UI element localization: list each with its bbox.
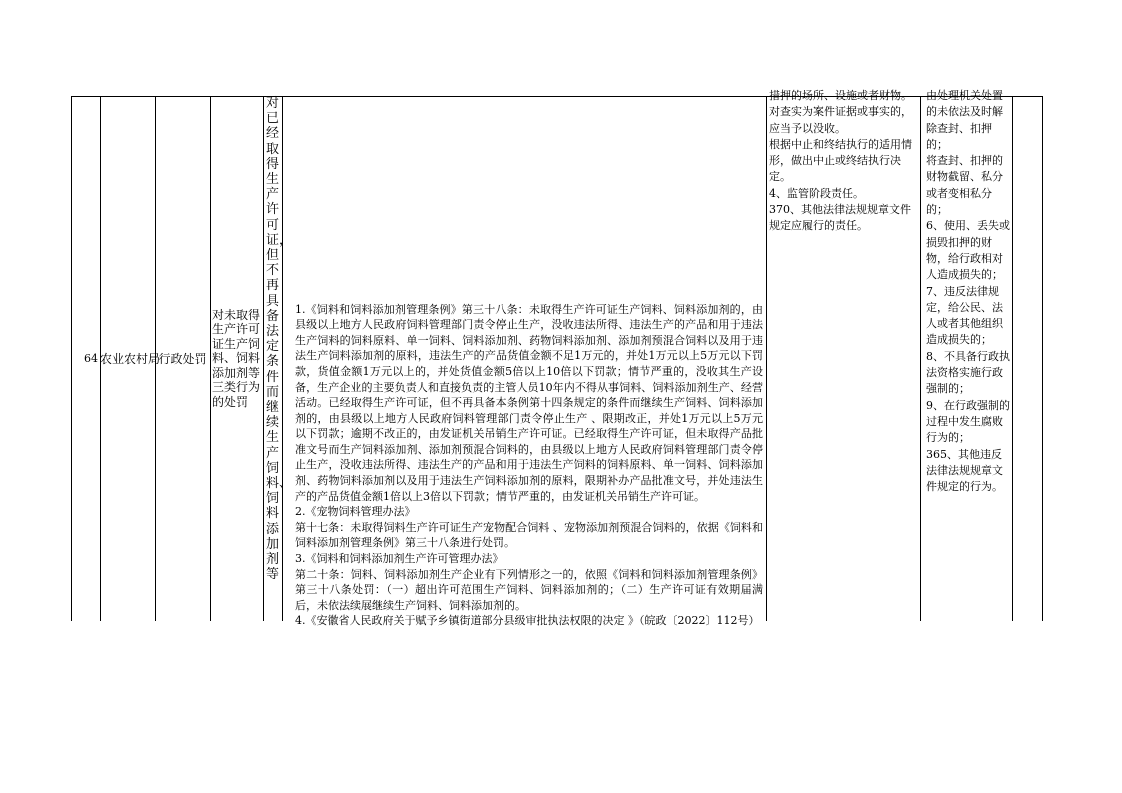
accountability-cell [924, 89, 1012, 621]
remark-cell [1012, 96, 1043, 621]
accountability-paragraph: 365、其他违反法律法规规章文件规定的行为。 [926, 447, 1003, 494]
basis-paragraph: 3.《饲料和饲料添加剂生产许可管理办法》 [295, 552, 504, 566]
accountability-paragraph: 将查封、扣押的财物截留、私分或者变相私分的； [926, 154, 1003, 217]
basis-paragraph: 4.《安徽省人民政府关于赋予乡镇街道部分县级审批执法权限的决定 》（皖政〔2022〕112号） [295, 614, 760, 628]
column-divider [71, 96, 72, 621]
power-type-cell [155, 96, 210, 621]
accountability-paragraph: 9、在行政强制的过程中发生腐败行为的； [926, 398, 1010, 445]
accountability-paragraph: 6、使用、丢失或损毁扣押的财物，给行政相对人造成损失的； [926, 219, 1010, 282]
row-number-cell [71, 96, 100, 621]
column-divider [263, 96, 264, 621]
column-divider [155, 96, 156, 621]
department-cell [100, 96, 161, 621]
duty-paragraph: 4、监管阶段责任。 [769, 186, 864, 200]
column-divider [766, 96, 767, 621]
row-number: 64 [84, 352, 98, 365]
duty-paragraph: 根据中止和终结执行的适用情形，做出中止或终结执行决定。 [769, 137, 912, 184]
basis-paragraph: 第十七条：未取得饲料生产许可证生产宠物配合饲料 、宠物添加剂预混合饲料的，依据《饲料和饲料添加剂管理条例》第三十八条进行处罚。 [295, 520, 763, 550]
duty-paragraph: 370、其他法律法规规章文件规定应履行的责任。 [769, 203, 911, 233]
duty-paragraph: 措押的场所、设施或者财物。对查实为案件证据或事实的，应当予以没收。 [769, 89, 912, 135]
remark-top-border [1012, 96, 1043, 97]
column-divider [210, 96, 211, 621]
duty-cell [767, 89, 920, 621]
column-divider [920, 96, 921, 621]
power-type: 行政处罚 [158, 352, 207, 366]
basis-paragraph: 1.《饲料和饲料添加剂管理条例》第三十八条：未取得生产许可证生产饲料、饲料添加剂的，由县级以上地方人民政府饲料管理部门责令停止生产，没收违法所得、违法生产的产品和用于违法生产饲料的饲料原料、单一饲料、饲料添加剂、药物饲料添加剂、添加剂预混合饲料以及用于违法生产饲料添加剂的原料，违法生产的产品货值金额不足1万元的，并处1万元以上5万元以下罚款，货值金额1万元以上的，并处货值金额5倍以上10倍以下罚款；情节严重的，没收其生产设备，生产企业的主要负责人和直接负责的主管人员10年内不得从事饲料、饲料添加剂生产、经营活动。已经取得生产许可证，但不再具备本条例第十四条规定的条件而继续生产饲料、饲料添加剂的，由县级以上地方人民政府饲料管理部门责令停止生产 、限期改正，并处1万元以上5万元以下罚款；逾期不改正的，由发证机关吊销生产许可证。已经取得生产许可证，但未取得产品批准文号而生产饲料添加剂、添加剂预混合饲料的，由县级以上地方人民政府饲料管理部门责令停止生产，没收违法所得、违法生产的产品和用于违法生产饲料的饲料原料、单一饲料、饲料添加剂、药物饲料添加剂以及用于违法生产饲料添加剂的原料，限期补办产品批准文号，并处违法生产的产品货值金额1倍以上3倍以下罚款；情节严重的，由发证机关吊销生产许可证。 [295, 302, 763, 503]
column-divider [1042, 96, 1043, 621]
sub-item-cell [263, 96, 293, 621]
column-divider [100, 96, 101, 621]
column-divider [1012, 96, 1013, 621]
basis-paragraph: 2.《宠物饲料管理办法》 [295, 505, 416, 519]
penalty-table [71, 89, 1043, 628]
basis-cell [293, 96, 766, 628]
item-name-cell [210, 96, 263, 621]
accountability-paragraph: 7、违反法律规定，给公民、法人或者其他组织造成损失的； [926, 284, 1003, 347]
department: 农业农村局 [100, 352, 161, 366]
item-name: 对未取得生产许可证生产饲料、饲料添加剂等三类行为的处罚 [212, 307, 261, 409]
column-divider [282, 96, 283, 621]
basis-paragraph: 第二十条：饲料、饲料添加剂生产企业有下列情形之一的，依照《饲料和饲料添加剂管理条例》第三十八条处罚：（一）超出许可范围生产饲料、饲料添加剂的；（二）生产许可证有效期届满后，未依法续展继续生产饲料、饲料添加剂的。 [295, 567, 763, 612]
accountability-paragraph: 8、不具备行政执法资格实施行政强制的； [926, 349, 1010, 396]
accountability-paragraph: 由处理机关处置的未依法及时解除查封、扣押的； [926, 89, 1003, 151]
sub-item: 对已经取得生产许可证，但不再具备法定条件而继续生产饲料、饲料添加剂等 [266, 96, 293, 583]
